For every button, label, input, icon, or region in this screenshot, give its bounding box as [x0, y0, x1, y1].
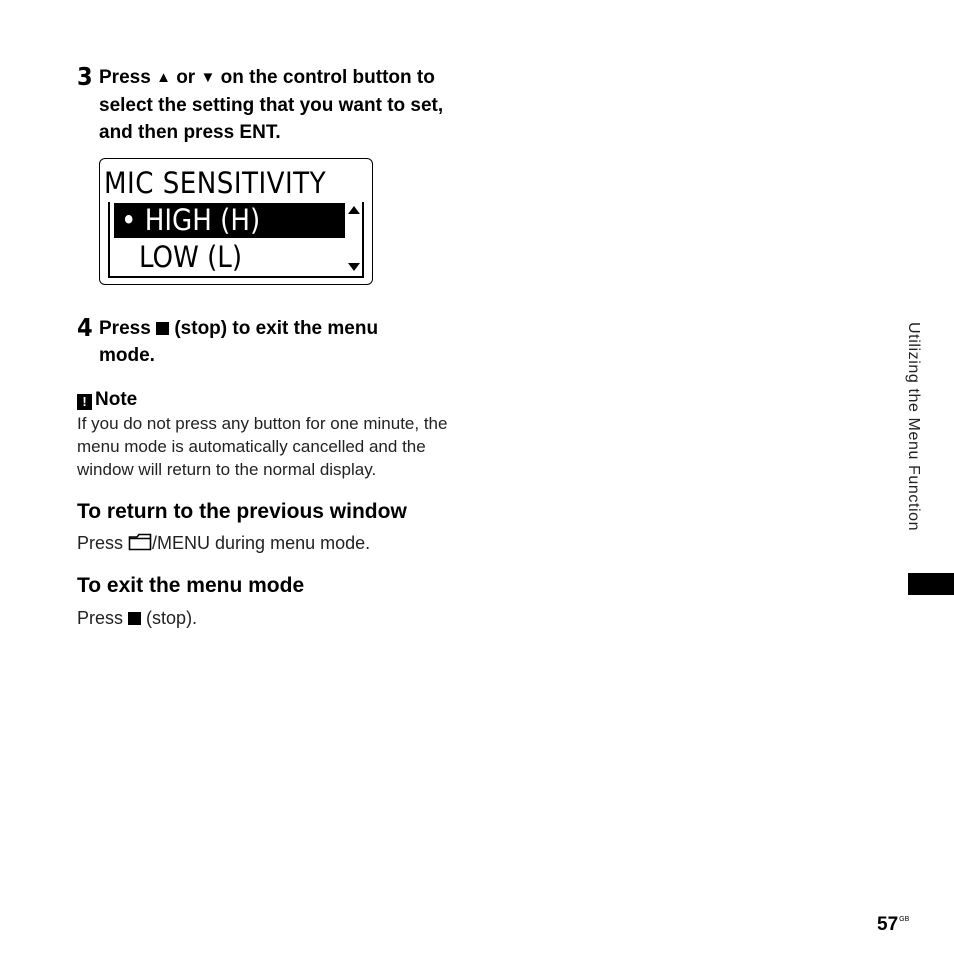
section-exit-press: Press	[77, 608, 124, 628]
step-3-or: or	[176, 67, 196, 88]
note-heading-label: Note	[95, 389, 138, 410]
note-heading	[77, 389, 137, 411]
section-exit-heading: To exit the menu mode	[77, 574, 305, 597]
up-triangle-icon: ▲	[156, 69, 171, 86]
down-triangle-icon: ▼	[200, 69, 216, 86]
stop-icon	[156, 322, 169, 335]
step-4-text	[99, 315, 429, 369]
lcd-option: LOW (L)	[139, 240, 243, 274]
section-exit-rest: (stop).	[146, 608, 198, 628]
lcd-bullet: •	[121, 203, 137, 237]
step-4-number: 4	[77, 313, 93, 342]
page-number	[877, 909, 909, 936]
stop-icon	[128, 612, 141, 625]
lcd-list-border-right	[362, 202, 364, 276]
lcd-title: MIC SENSITIVITY	[104, 166, 327, 200]
lcd-list-border-left	[108, 202, 110, 276]
lcd-selected-option	[114, 203, 345, 238]
lcd-selected-label: HIGH (H)	[144, 203, 261, 237]
note-text: If you do not press any button for one minute, the menu mode is automatically cancelled and the window will return to the normal display.	[77, 414, 448, 479]
section-return-press: Press	[77, 533, 124, 553]
step-3-text	[99, 64, 459, 146]
step-4-rest: (stop) to exit the menu mode.	[99, 318, 379, 366]
step-4-press: Press	[99, 318, 151, 339]
section-exit-text	[77, 606, 197, 630]
step-3-rest: on the control button to select the setting that you want to set, and then press ENT.	[99, 67, 444, 143]
section-return-rest: /MENU during menu mode.	[152, 533, 371, 553]
step-3-number: 3	[77, 62, 93, 91]
side-tab-marker	[908, 573, 954, 595]
page-number-suffix: GB	[899, 916, 910, 923]
section-return-text	[77, 531, 370, 555]
page-number-value: 57	[877, 914, 899, 935]
scroll-down-arrow-icon	[348, 263, 360, 271]
step-3-press: Press	[99, 67, 151, 88]
section-return-heading: To return to the previous window	[77, 500, 407, 523]
side-section-label: Utilizing the Menu Function	[905, 322, 922, 532]
lcd-list-border-bottom	[108, 276, 364, 278]
folder-icon	[128, 533, 152, 551]
scroll-up-arrow-icon	[348, 206, 360, 214]
note-icon: !	[77, 394, 92, 410]
